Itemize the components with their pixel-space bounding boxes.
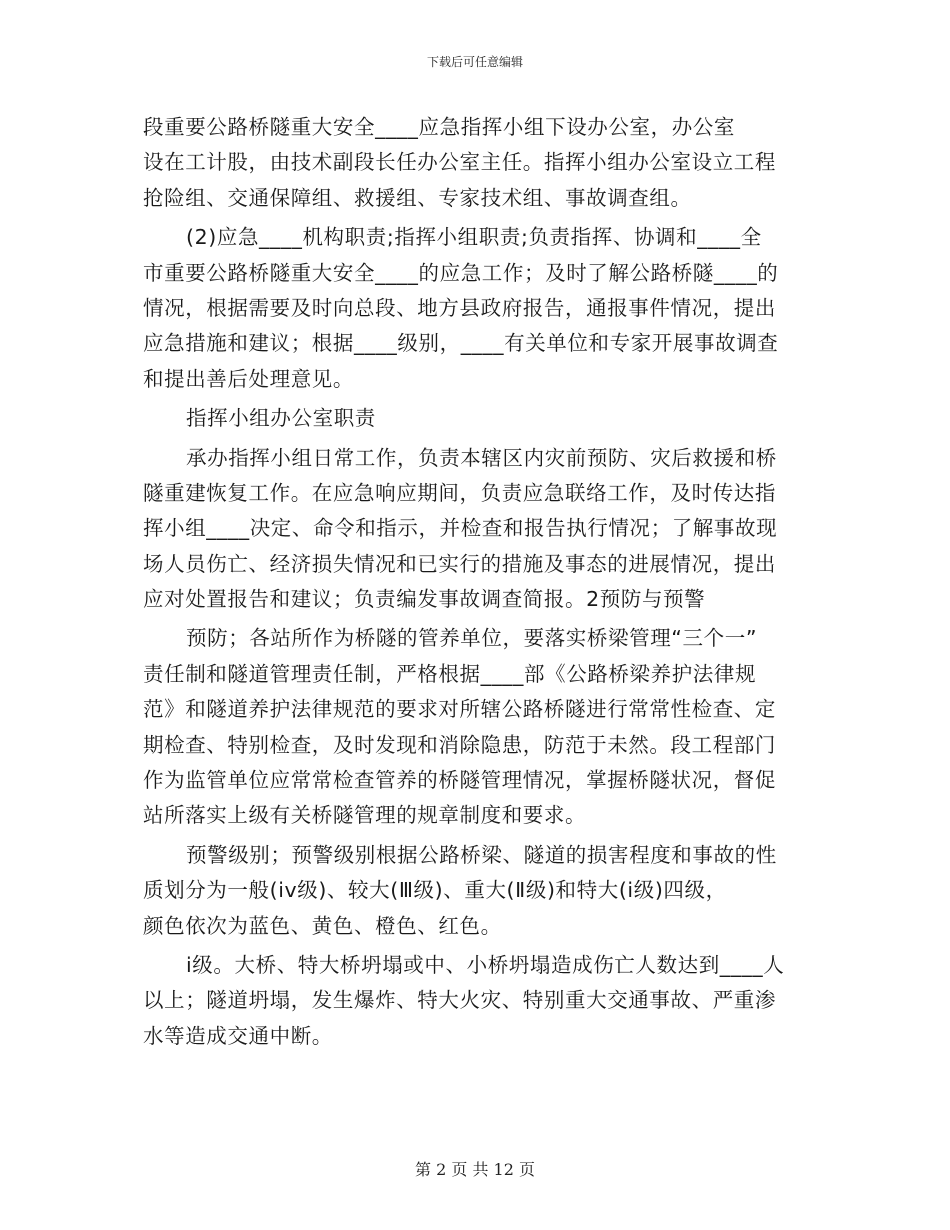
text-line: 挥小组____决定、命令和指示，并检查和报告执行情况；了解事故现: [143, 516, 778, 541]
text-line: 隧重建恢复工作。在应急响应期间，负责应急联络工作，及时传达指: [143, 480, 776, 505]
page-number: 第 2 页 共 12 页: [415, 1160, 535, 1179]
text-line: 承办指挥小组日常工作，负责本辖区内灾前预防、灾后救援和桥: [186, 445, 777, 470]
text-line: 期检查、特别检查，及时发现和消除隐患，防范于未然。段工程部门: [143, 732, 776, 757]
text-line: 应对处置报告和建议；负责编发事故调查简报。2预防与预警: [143, 587, 706, 612]
text-line: 应急措施和建议；根据____级别，____有关单位和专家开展事故调查: [143, 331, 779, 356]
text-line: 抢险组、交通保障组、救援组、专家技术组、事故调查组。: [143, 185, 692, 210]
text-line: 预警级别；预警级别根据公路桥梁、隧道的损害程度和事故的性: [186, 842, 777, 867]
section-heading: 指挥小组办公室职责: [186, 406, 376, 431]
text-line: 水等造成交通中断。: [143, 1023, 333, 1048]
text-line: 场人员伤亡、经济损失情况和已实行的措施及事态的进展情况，提出: [143, 551, 776, 576]
text-line: 段重要公路桥隧重大安全____应急指挥小组下设办公室，办公室: [143, 115, 735, 139]
text-line: 市重要公路桥隧重大安全____的应急工作；及时了解公路桥隧____的: [143, 260, 779, 285]
text-line: 颜色依次为蓝色、黄色、橙色、红色。: [143, 913, 502, 938]
text-line: 责任制和隧道管理责任制，严格根据____部《公路桥梁养护法律规: [143, 661, 757, 686]
text-line: 设在工计股，由技术副段长任办公室主任。指挥小组办公室设立工程: [143, 150, 776, 175]
text-line: 情况，根据需要及时向总段、地方县政府报告，通报事件情况，提出: [143, 295, 776, 320]
text-line: 和提出善后处理意见。: [143, 366, 354, 391]
text-line: i级。大桥、特大桥坍塌或中、小桥坍塌造成伤亡人数达到____人: [186, 952, 785, 977]
text-line: 范》和隧道养护法律规范的要求对所辖公路桥隧进行常常性检查、定: [143, 697, 776, 722]
text-line: 作为监管单位应常常检查管养的桥隧管理情况，掌握桥隧状况，督促: [143, 768, 776, 793]
text-line: 预防；各站所作为桥隧的管养单位，要落实桥梁管理“三个一”: [186, 626, 758, 651]
text-line: (2)应急____机构职责;指挥小组职责;负责指挥、协调和____全: [186, 225, 762, 250]
document-body: [143, 110, 815, 1054]
text-line: 站所落实上级有关桥隧管理的规章制度和要求。: [143, 803, 587, 828]
text-line: 以上；隧道坍塌，发生爆炸、特大火灾、特别重大交通事故、严重渗: [143, 988, 776, 1013]
text-line: 质划分为一般(iv级)、较大(Ⅲ级)、重大(Ⅱ级)和特大(i级)四级，: [143, 878, 727, 903]
page-header: 下载后可任意编辑: [426, 55, 523, 69]
